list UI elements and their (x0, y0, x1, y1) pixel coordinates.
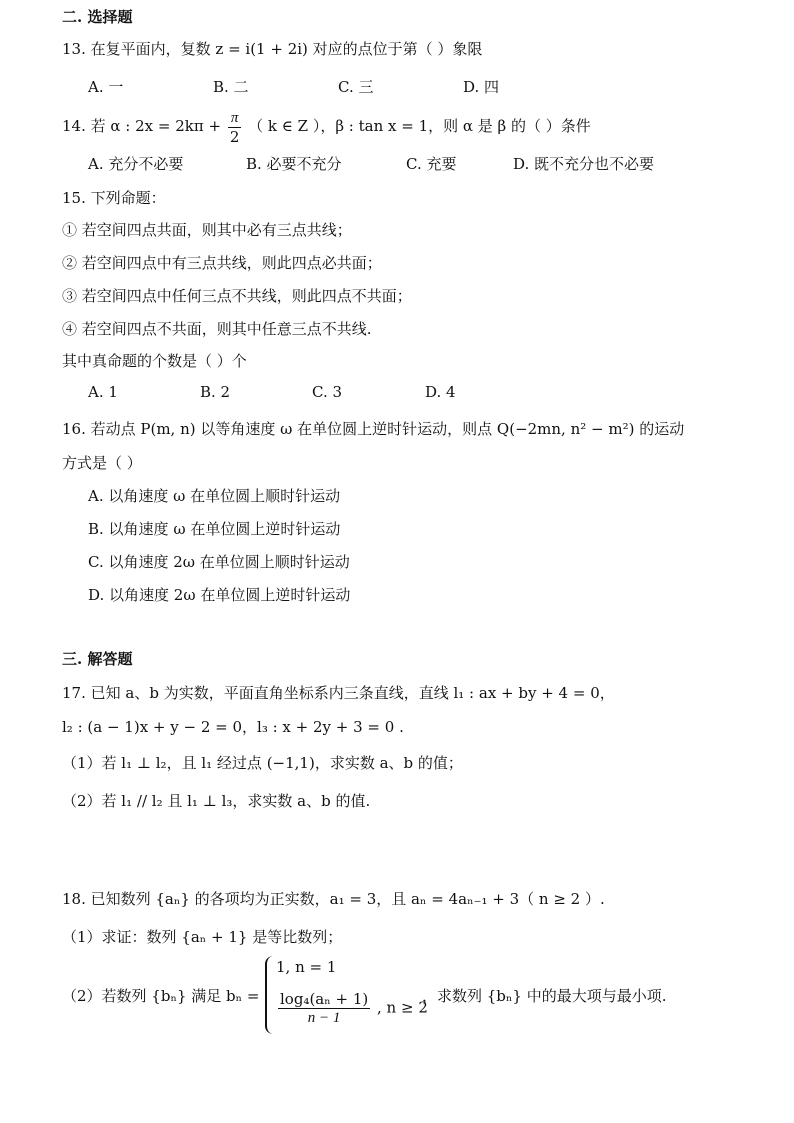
piecewise-brace (265, 956, 275, 1034)
q18-case2-num: log₄(aₙ + 1) (280, 990, 369, 1008)
q15-item-1: ① 若空间四点共面，则其中必有三点共线； (62, 221, 352, 239)
q15-option-d: D. 4 (425, 383, 456, 401)
q13-option-b: B. 二 (213, 78, 249, 96)
q17-part1: （1）若 l₁ ⊥ l₂，且 l₁ 经过点 (−1,1)，求实数 a、b 的值； (62, 754, 463, 772)
q15-item-3: ③ 若空间四点中任何三点不共线，则此四点不共面； (62, 287, 412, 305)
q14-stem (62, 106, 591, 146)
q13-option-a: A. 一 (88, 78, 124, 96)
q16-option-c: C. 以角速度 2ω 在单位圆上顺时针运动 (88, 553, 350, 571)
q18-case1: 1, n = 1 (276, 958, 337, 976)
q14-option-b: B. 必要不充分 (246, 155, 342, 173)
q18-case2-den: n − 1 (307, 1010, 341, 1026)
q18-case2 (276, 990, 428, 1027)
q14-option-d: D. 既不充分也不必要 (513, 155, 655, 173)
q16-stem-line2: 方式是（ ） (62, 454, 142, 472)
q18-part2-after: ，求数列 {bₙ} 中的最大项与最小项. (422, 987, 667, 1005)
q14-fraction (228, 109, 242, 146)
q18-line1: 18. 已知数列 {aₙ} 的各项均为正实数，a₁ = 3，且 aₙ = 4aₙ₋₁ + 3（ n ≥ 2 ）. (62, 890, 605, 908)
q13-stem: 13. 在复平面内，复数 z = i(1 + 2i) 对应的点位于第（ ）象限 (62, 40, 483, 58)
q18-case2-cond: , n ≥ 2 (377, 998, 428, 1017)
q16-option-d: D. 以角速度 2ω 在单位圆上逆时针运动 (88, 586, 351, 604)
q16-option-b: B. 以角速度 ω 在单位圆上逆时针运动 (88, 520, 341, 538)
q14-option-c: C. 充要 (406, 155, 457, 173)
q13-option-d: D. 四 (463, 78, 500, 96)
q13-option-c: C. 三 (338, 78, 374, 96)
q15-option-a: A. 1 (88, 383, 118, 401)
q14-option-a: A. 充分不必要 (88, 155, 184, 173)
section-title-answer: 三. 解答题 (62, 650, 133, 668)
q15-option-b: B. 2 (200, 383, 231, 401)
q15-stem: 15. 下列命题： (62, 189, 166, 207)
q17-line2: l₂ : (a − 1)x + y − 2 = 0，l₃ : x + 2y + 3 = 0 . (62, 718, 404, 736)
q16-stem-line1: 16. 若动点 P(m, n) 以等角速度 ω 在单位圆上逆时针运动，则点 Q(−2mn, n² − m²) 的运动 (62, 420, 685, 438)
q15-question: 其中真命题的个数是（ ）个 (62, 352, 247, 370)
q17-part2: （2）若 l₁ // l₂ 且 l₁ ⊥ l₃，求实数 a、b 的值. (62, 792, 371, 810)
q18-case2-fraction (278, 990, 370, 1027)
q14-frac-den: 2 (229, 127, 240, 146)
q15-item-4: ④ 若空间四点不共面，则其中任意三点不共线. (62, 320, 372, 338)
q18-part1: （1）求证：数列 {aₙ + 1} 是等比数列； (62, 928, 343, 946)
q15-item-2: ② 若空间四点中有三点共线，则此四点必共面； (62, 254, 382, 272)
section-title-choice: 二. 选择题 (62, 8, 133, 26)
q16-option-a: A. 以角速度 ω 在单位圆上顺时针运动 (88, 487, 341, 505)
q15-option-c: C. 3 (312, 383, 343, 401)
q17-line1: 17. 已知 a、b 为实数，平面直角坐标系内三条直线，直线 l₁ : ax + by + 4 = 0， (62, 684, 615, 702)
q14-frac-num: π (228, 109, 242, 128)
q18-part2-before: （2）若数列 {bₙ} 满足 bₙ = (62, 987, 260, 1005)
q14-stem-before: 14. 若 α : 2x = 2kπ + (62, 117, 222, 135)
q14-stem-after: （ k ∈ Z ），β : tan x = 1，则 α 是 β 的（ ）条件 (248, 117, 591, 135)
